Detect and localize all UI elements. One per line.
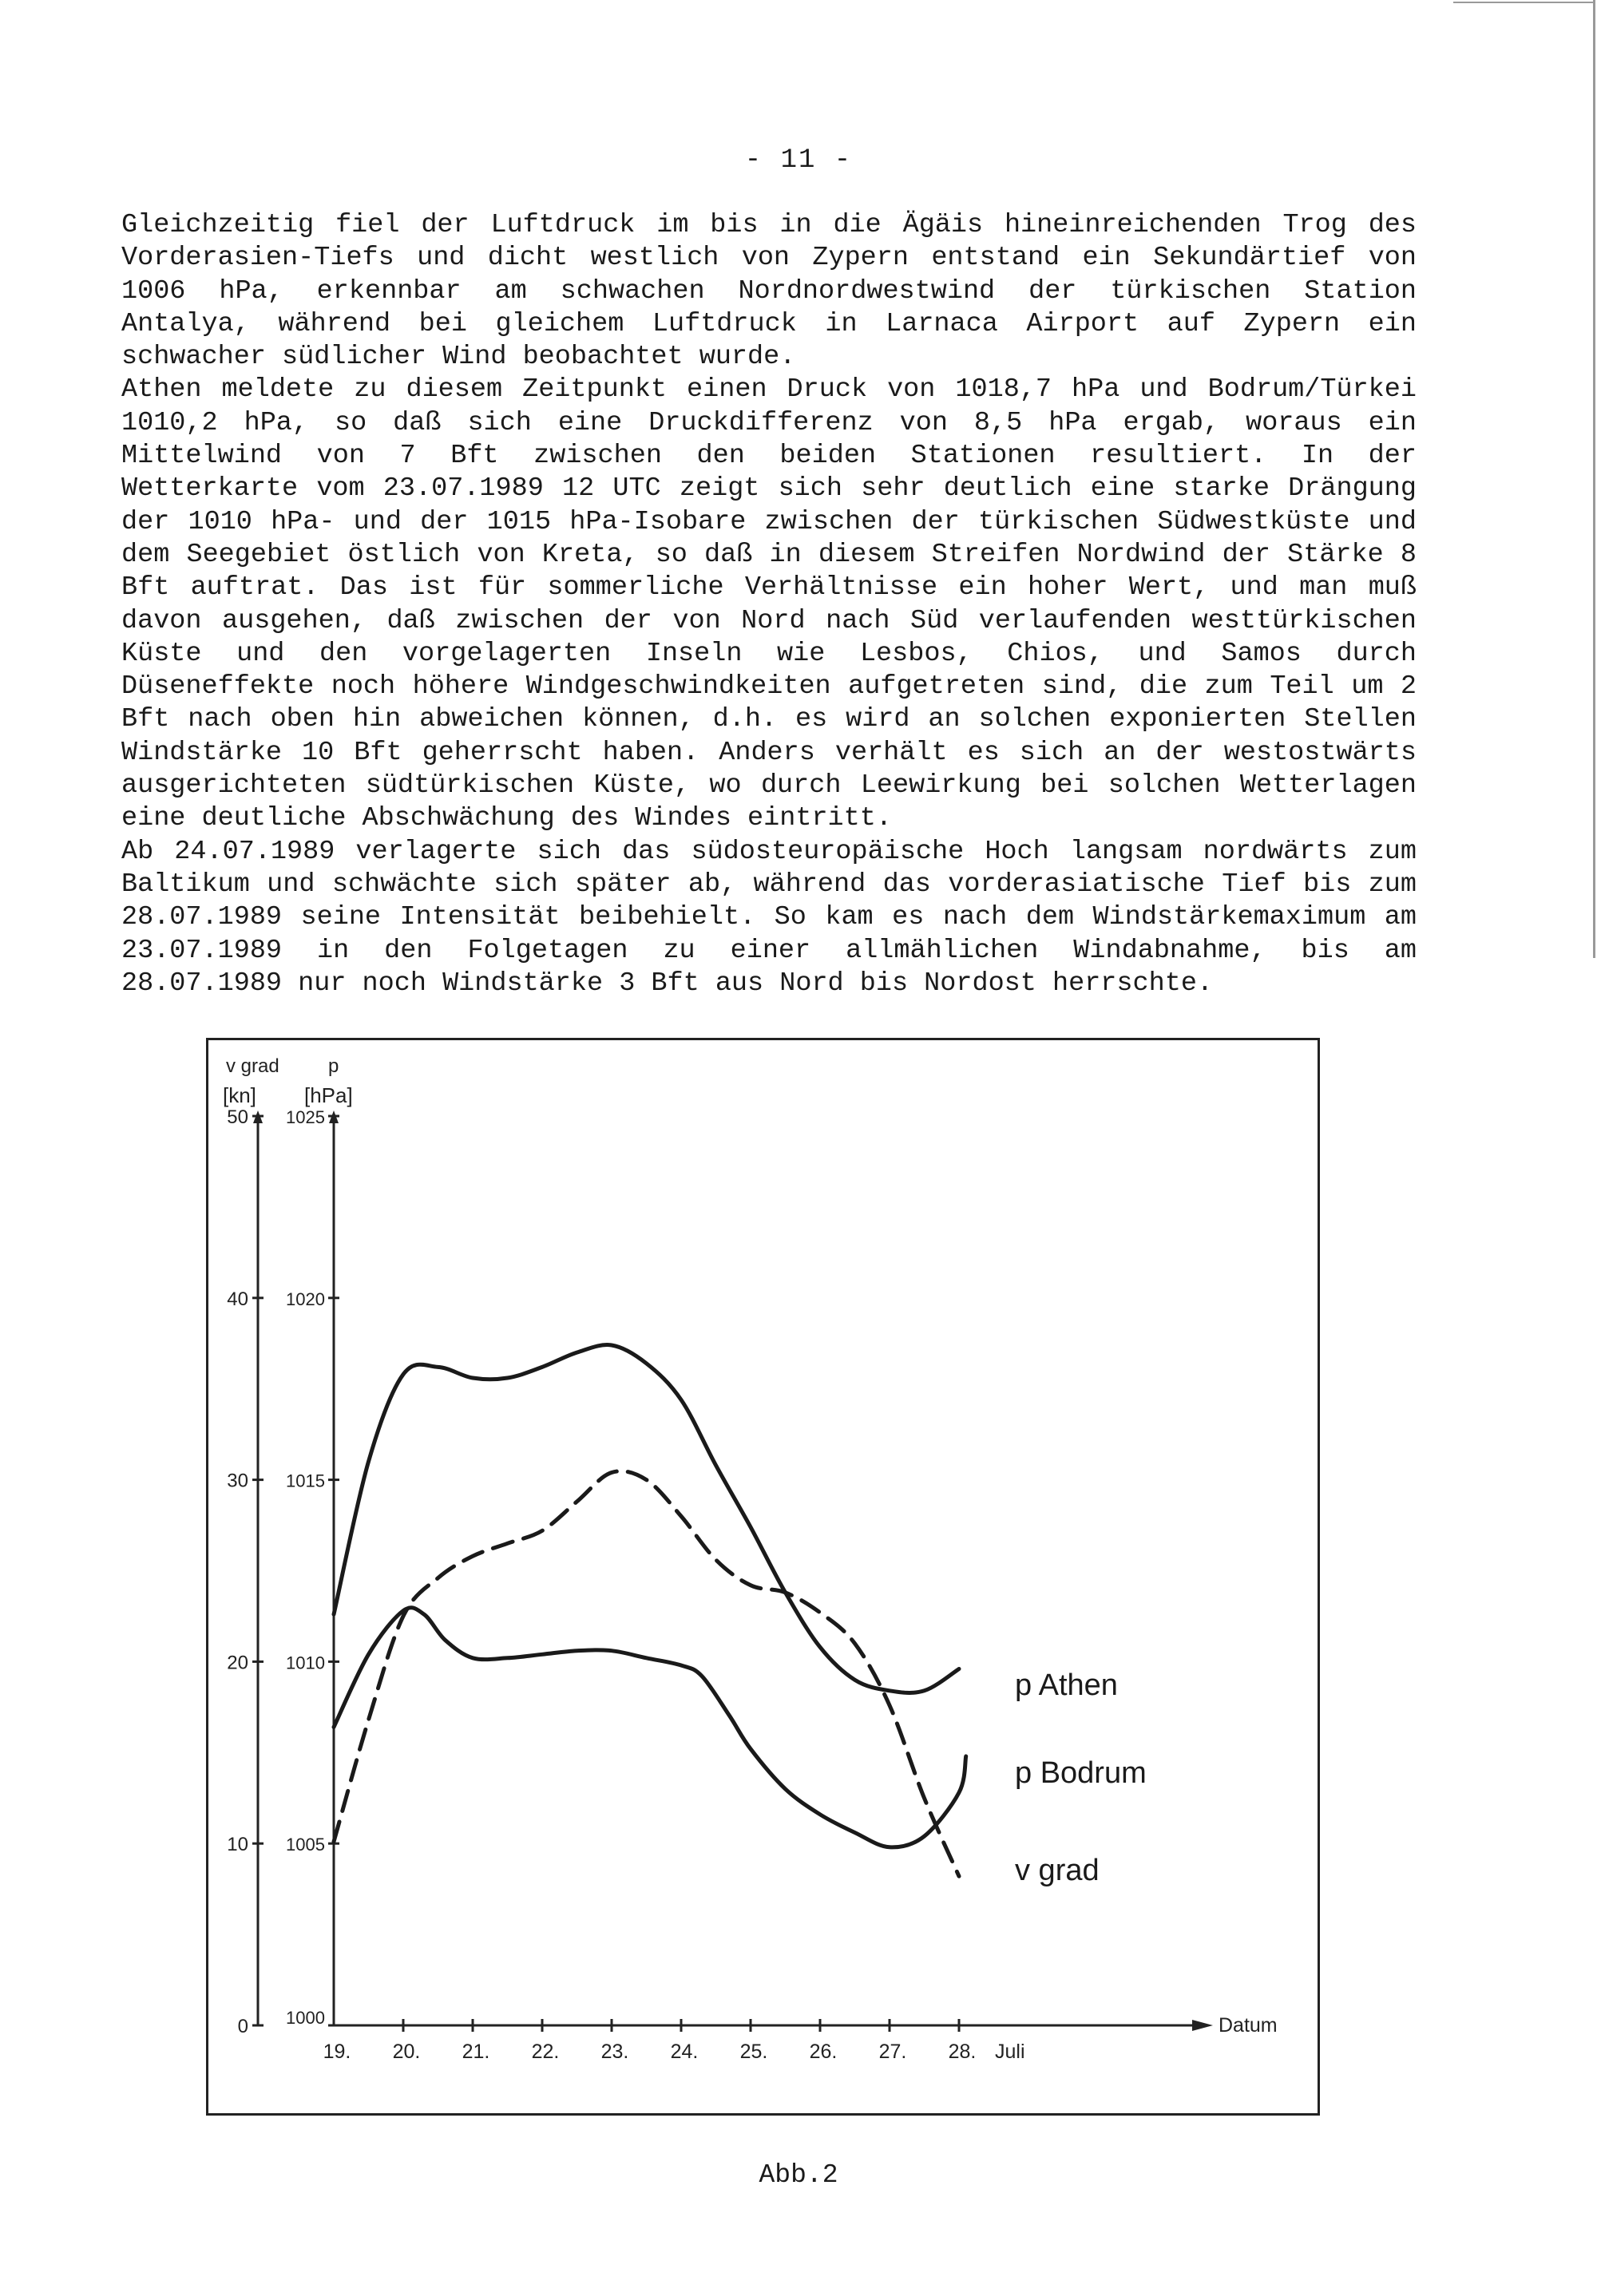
series-layer — [334, 1345, 966, 1877]
y-right-unit: [hPa] — [304, 1083, 353, 1107]
figure-caption: Abb.2 — [759, 2160, 838, 2190]
series-line-v-grad — [334, 1471, 959, 1877]
paragraph-3: Ab 24.07.1989 verlagerte sich das südosteuropäische Hoch langsam nordwärts zum Baltikum und schwächte sich später ab, während das vorderasiatische Tief bis zum 28.07.1989 seine Intensität beibehielt. So kam es nach dem Windstärkemaximum am 23.07.1989 in den Folgetagen zu einer allmählichen Windabnahme, bis am 28.07.1989 nur noch Windstärke 3 Bft aus Nord bis Nordost herrschte. — [121, 836, 1417, 999]
x-tick-label-5: 24. — [670, 2041, 699, 2063]
paragraph-2: Athen meldete zu diesem Zeitpunkt einen Druck von 1018,7 hPa und Bodrum/Türkei 1010,2 hPa, so daß sich eine Druckdifferenz von 8,5 hPa ergab, woraus ein Mittelwind von 7 Bft zwischen den beiden Stationen resultiert. In der Wetterkarte vom 23.07.1989 12 UTC zeigt sich sehr deutlich eine starke Drängung der 1010 hPa- und der 1015 hPa-Isobare zwischen der türkischen Südwestküste und dem Seegebiet östlich von Kreta, so daß in diesem Streifen Nordwind der Stärke 8 Bft auftrat. Das ist für sommerliche Verhältnisse ein hoher Wert, und man muß davon ausgehen, daß zwischen der von Nord nach Süd verlaufenden westtürkischen Küste und den vorgelagerten Inseln wie Lesbos, Chios, und Samos durch Düseneffekte noch höhere Windgeschwindkeiten aufgetreten sind, die zum Teil um 2 Bft nach oben hin abweichen können, d.h. es wird an solchen exponierten Stellen Windstärke 10 Bft geherrscht haben. Anders verhält es sich an der westostwärts ausgerichteten südtürkischen Küste, wo durch Leewirkung bei solchen Wetterlagen eine deutliche Abschwächung des Windes eintritt. — [121, 374, 1417, 834]
x-axis-suffix: Juli — [995, 2041, 1025, 2063]
x-tick-label-4: 23. — [600, 2041, 629, 2063]
x-tick-label-0: 19. — [323, 2041, 351, 2063]
page-number: - 11 - — [744, 145, 853, 176]
scan-edge-top — [1453, 2, 1593, 3]
y-left-tick-label-0: 0 — [237, 2016, 248, 2037]
y-left-title: v grad — [226, 1055, 279, 1077]
y-left-unit: [kn] — [223, 1083, 256, 1107]
y-right-tick-label-4: 1020 — [286, 1289, 325, 1309]
chart-svg — [208, 1040, 1322, 2118]
x-tick-label-7: 26. — [809, 2041, 838, 2063]
x-tick-label-9: 28. — [948, 2041, 977, 2063]
x-tick-label-8: 27. — [878, 2041, 907, 2063]
y-left-tick-label-3: 30 — [227, 1470, 248, 1492]
y-right-tick-label-5: 1025 — [286, 1107, 325, 1127]
x-axis-title: Datum — [1219, 2014, 1278, 2037]
legend-label-1: p Bodrum — [1015, 1756, 1147, 1790]
x-tick-label-2: 21. — [462, 2041, 490, 2063]
legend-label-0: p Athen — [1015, 1669, 1118, 1702]
x-tick-label-1: 20. — [392, 2041, 421, 2063]
y-left-tick-label-4: 40 — [227, 1288, 248, 1310]
y-right-tick-label-0: 1000 — [286, 2008, 325, 2028]
y-left-tick-label-2: 20 — [227, 1652, 248, 1674]
figure-chart — [206, 1038, 1320, 2116]
x-axis-arrow — [1192, 2020, 1213, 2031]
y-left-tick-label-5: 50 — [227, 1106, 248, 1128]
legend-label-2: v grad — [1015, 1854, 1100, 1887]
y-right-title: p — [328, 1055, 339, 1077]
y-left-tick-label-1: 10 — [227, 1834, 248, 1856]
paragraph-1: Gleichzeitig fiel der Luftdruck im bis in die Ägäis hineinreichenden Trog des Vorderasien-Tiefs und dicht westlich von Zypern entstand ein Sekundärtief von 1006 hPa, erkennbar am schwachen Nordnordwestwind der türkischen Station Antalya, während bei gleichem Luftdruck in Larnaca Airport auf Zypern ein schwacher südlicher Wind beobachtet wurde. — [121, 210, 1417, 373]
series-line-p-athen — [334, 1345, 959, 1693]
y-right-tick-label-2: 1010 — [286, 1653, 325, 1673]
x-tick-label-6: 25. — [739, 2041, 768, 2063]
body-text — [121, 209, 1417, 1000]
scan-edge-line — [1593, 0, 1595, 958]
legend-layer — [1015, 1669, 1147, 1887]
x-tick-label-3: 22. — [531, 2041, 560, 2063]
y-right-tick-label-1: 1005 — [286, 1835, 325, 1855]
y-right-tick-label-3: 1015 — [286, 1471, 325, 1491]
series-line-p-bodrum — [334, 1608, 966, 1847]
right-ticks — [286, 1107, 339, 2028]
